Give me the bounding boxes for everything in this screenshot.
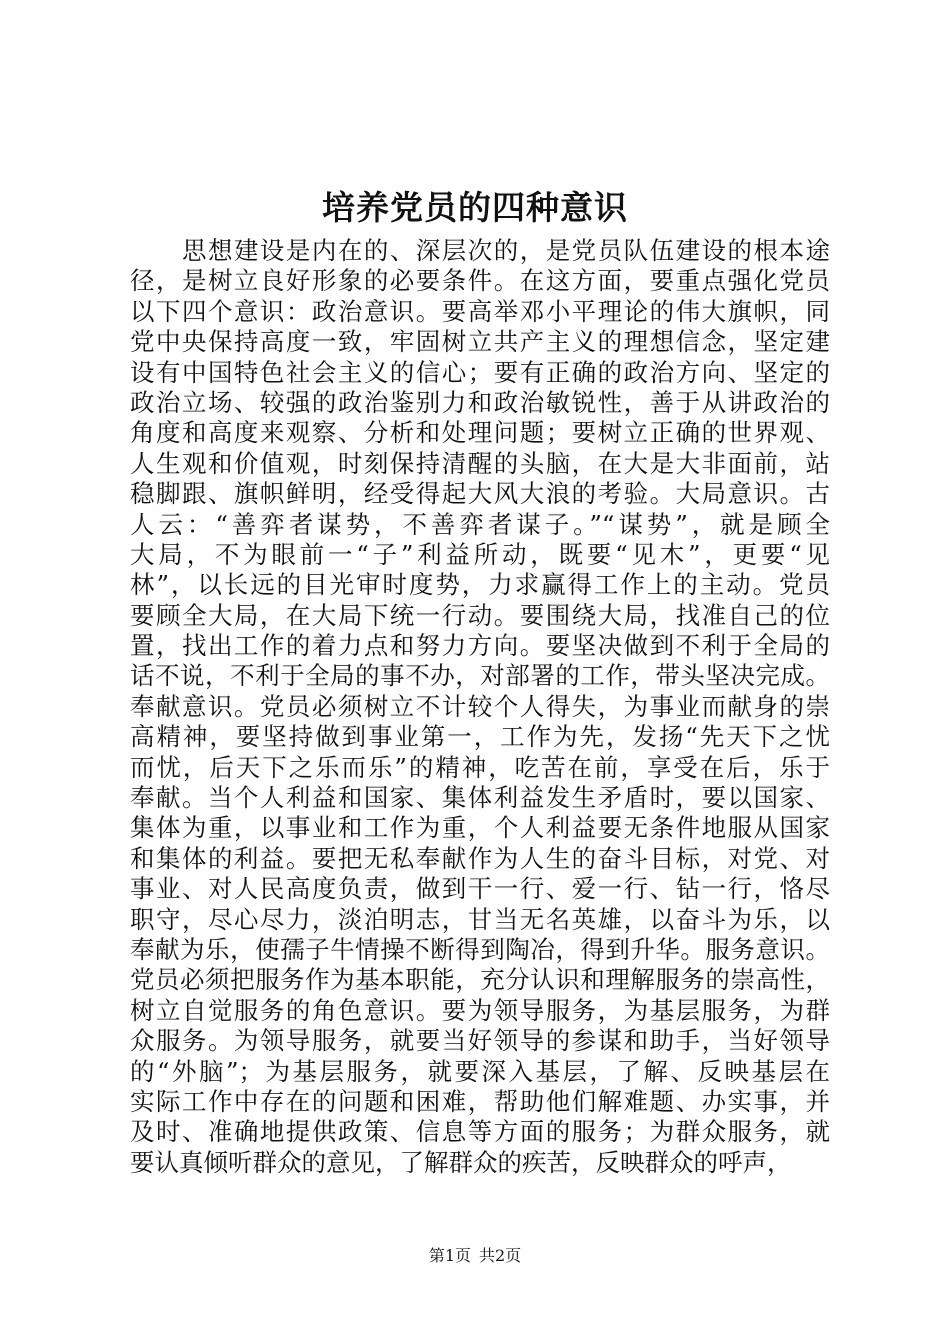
- body-line: 以下四个意识：政治意识。要高举邓小平理论的伟大旗帜，同: [130, 296, 830, 326]
- body-line: 林”，以长远的目光审时度势，力求赢得工作上的主动。党员: [130, 570, 830, 600]
- body-line: 党员必须把服务作为基本职能，充分认识和理解服务的崇高性，: [130, 965, 830, 995]
- body-line: 党中央保持高度一致，牢固树立共产主义的理想信念，坚定建: [130, 327, 830, 357]
- page-total: 共2页: [479, 1246, 522, 1265]
- body-line: 集体为重，以事业和工作为重，个人利益要无条件地服从国家: [130, 813, 830, 843]
- body-line: 要认真倾听群众的意见，了解群众的疾苦，反映群众的呼声，: [130, 1147, 792, 1177]
- body-line: 政治立场、较强的政治鉴别力和政治敏锐性，善于从讲政治的: [130, 387, 830, 417]
- page-footer: [0, 1245, 950, 1267]
- page-number: 第1页: [428, 1246, 471, 1265]
- body-line: 事业、对人民高度负责，做到干一行、爱一行、钻一行，恪尽: [130, 874, 830, 904]
- body-line: 话不说，不利于全局的事不办，对部署的工作，带头坚决完成。: [130, 661, 830, 691]
- body-line: 置，找出工作的着力点和努力方向。要坚决做到不利于全局的: [130, 631, 830, 661]
- body-line: 而忧，后天下之乐而乐”的精神，吃苦在前，享受在后，乐于: [130, 752, 830, 782]
- document-title: 培养党员的四种意识: [322, 188, 628, 227]
- body-line: 奉献意识。党员必须树立不计较个人得失，为事业而献身的崇: [130, 691, 830, 721]
- body-line: 奉献。当个人利益和国家、集体利益发生矛盾时，要以国家、: [130, 783, 830, 813]
- body-line: 高精神，要坚持做到事业第一，工作为先，发扬“先天下之忧: [130, 722, 830, 752]
- body-line: 径，是树立良好形象的必要条件。在这方面，要重点强化党员: [130, 266, 830, 296]
- body-line: 要顾全大局，在大局下统一行动。要围绕大局，找准自己的位: [130, 600, 830, 630]
- body-line: 角度和高度来观察、分析和处理问题；要树立正确的世界观、: [130, 418, 830, 448]
- body-line: 奉献为乐，使孺子牛情操不断得到陶冶，得到升华。服务意识。: [130, 934, 830, 964]
- body-line: 及时、准确地提供政策、信息等方面的服务；为群众服务，就: [130, 1117, 830, 1147]
- body-line: 人生观和价值观，时刻保持清醒的头脑，在大是大非面前，站: [130, 448, 830, 478]
- body-line: 思想建设是内在的、深层次的，是党员队伍建设的根本途: [182, 236, 830, 265]
- body-line: 树立自觉服务的角色意识。要为领导服务，为基层服务，为群: [130, 995, 830, 1025]
- body-line: 职守，尽心尽力，淡泊明志，甘当无名英雄，以奋斗为乐，以: [130, 904, 830, 934]
- body-line: 众服务。为领导服务，就要当好领导的参谋和助手，当好领导: [130, 1026, 830, 1056]
- body-line: 设有中国特色社会主义的信心；要有正确的政治方向、坚定的: [130, 357, 830, 387]
- body-line: 的“外脑”；为基层服务，就要深入基层，了解、反映基层在: [130, 1056, 830, 1086]
- document-body: [130, 236, 830, 1178]
- body-line: 人云：“善弈者谋势，不善弈者谋子。”“谋势”，就是顾全: [130, 509, 830, 539]
- body-line: 大局，不为眼前一“子”利益所动，既要“见木”，更要“见: [130, 539, 830, 569]
- body-line: 稳脚跟、旗帜鲜明，经受得起大风大浪的考验。大局意识。古: [130, 479, 830, 509]
- body-line: 和集体的利益。要把无私奉献作为人生的奋斗目标，对党、对: [130, 843, 830, 873]
- body-line: 实际工作中存在的问题和困难，帮助他们解难题、办实事，并: [130, 1086, 830, 1116]
